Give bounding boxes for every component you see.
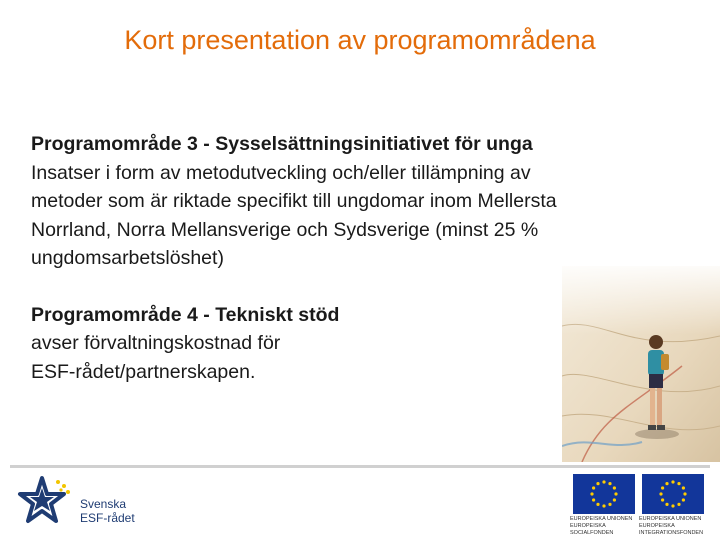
figure-shoe-right (657, 425, 665, 430)
eu-star (677, 503, 680, 506)
section-heading: Programområde 4 - Tekniskt stöd (31, 303, 340, 326)
eu-star (613, 498, 616, 501)
figure-head (649, 335, 663, 349)
logo-line-1: Svenska (80, 497, 127, 511)
slide-content (31, 130, 651, 386)
slide-title: Kort presentation av programområdena (124, 25, 596, 55)
eu-star (671, 480, 674, 483)
eu-star (665, 503, 668, 506)
eu-star (608, 482, 611, 485)
figure-leg-right (657, 388, 662, 426)
section-spacer (31, 273, 651, 301)
footer-divider (10, 465, 710, 468)
eu-star (614, 492, 617, 495)
figure-shorts (649, 374, 663, 388)
eu-caption: EUROPEISKA UNIONEN EUROPEISKA INTEGRATIONSFONDEN (639, 516, 704, 536)
eu-star (592, 486, 595, 489)
section-programomrade-3 (31, 130, 651, 273)
figure-leg-left (650, 388, 655, 426)
eu-star (602, 504, 605, 507)
figure-shoe-left (648, 425, 656, 430)
logo-dot (66, 490, 70, 494)
logo-wordmark (80, 497, 135, 525)
eu-star (677, 482, 680, 485)
figure-shadow (635, 429, 679, 439)
logo-dot (59, 488, 62, 491)
figure-backpack (661, 354, 669, 370)
eu-star (596, 503, 599, 506)
star-figure-logo-icon (14, 474, 78, 532)
map-figure-photo (562, 266, 720, 462)
eu-star (661, 486, 664, 489)
eu-star (613, 486, 616, 489)
eu-star (665, 482, 668, 485)
section-body: Insatser i form av metodutveckling och/eller tillämpning av metoder som är riktade specifikt till ungdomar inom Mellersta Norrland, Norra Mellansverige och Sydsverige (minst 25 % ungdomsarbetslöshet) (31, 161, 557, 269)
logo-dot (56, 480, 60, 484)
eu-flag-icon (642, 474, 704, 514)
eu-star (602, 480, 605, 483)
eu-caption: EUROPEISKA UNIONEN EUROPEISKA SOCIALFONDEN (570, 516, 633, 536)
eu-star (592, 498, 595, 501)
eu-star (590, 492, 593, 495)
eu-star (659, 492, 662, 495)
eu-star (683, 492, 686, 495)
eu-star (682, 498, 685, 501)
eu-star (682, 486, 685, 489)
section-programomrade-4 (31, 301, 651, 387)
logo-dot (62, 484, 66, 488)
section-body: avser förvaltningskostnad för ESF-rådet/partnerskapen. (31, 332, 281, 383)
eu-star (671, 504, 674, 507)
eu-star (661, 498, 664, 501)
eu-flag-icon (573, 474, 635, 514)
logo-line-2: ESF-rådet (80, 511, 135, 525)
section-heading: Programområde 3 - Sysselsättningsinitiativet för unga (31, 133, 533, 155)
eu-star (608, 503, 611, 506)
eu-star (596, 482, 599, 485)
